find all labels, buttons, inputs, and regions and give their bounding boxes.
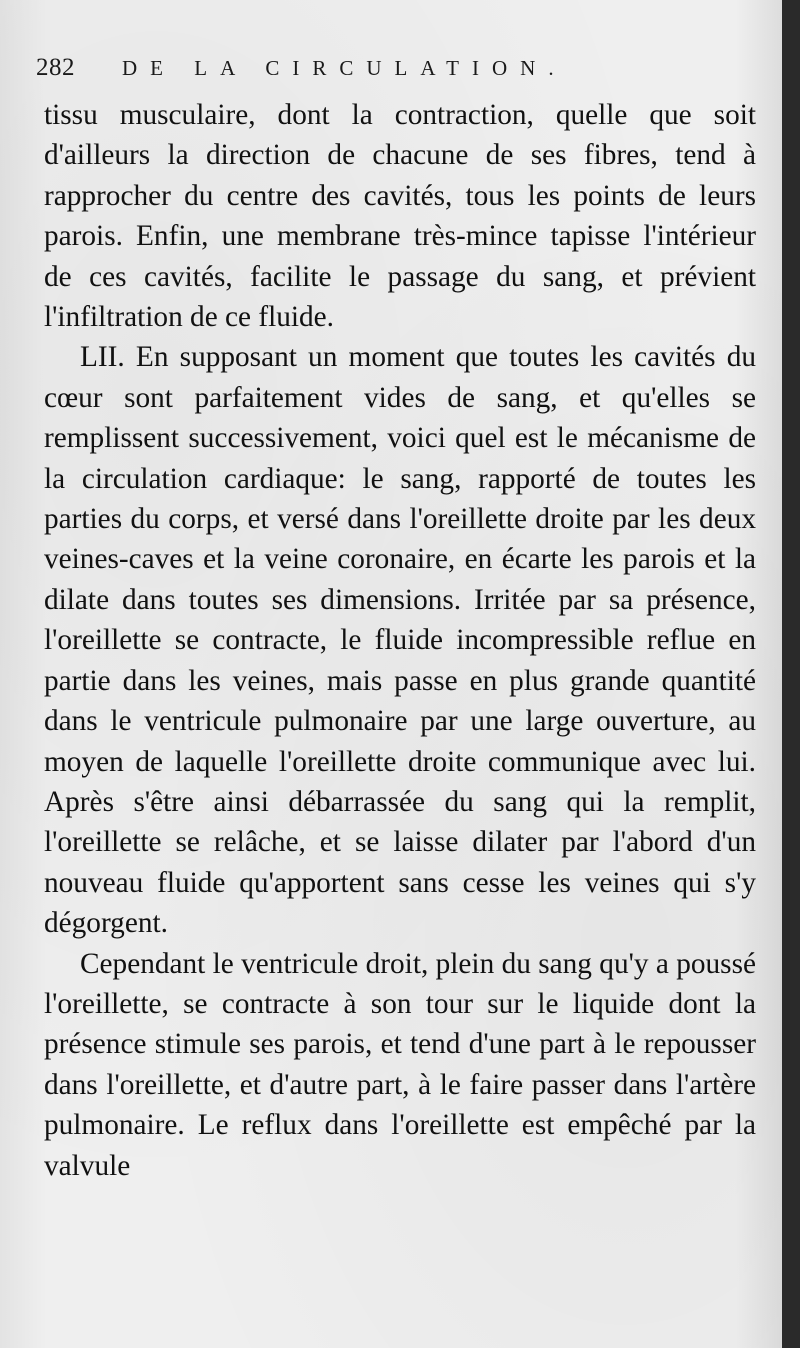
page-header bbox=[36, 46, 726, 90]
paragraph-continued: tissu musculaire, dont la contraction, quelle que soit d'ailleurs la direction de chacune de ses fibres, tend à rapprocher du centre des cavités, tous les points de leurs parois. Enfin, une membrane très-mince tapisse l'intérieur de ces cavités, facilite le passage du sang, et prévient l'infiltration de ce fluide. bbox=[44, 99, 756, 334]
paragraph-ventricule: Cependant le ventricule droit, plein du sang qu'y a poussé l'oreillette, se contracte à son tour sur le liquide dont la présence stimule ses parois, et tend d'une part à le repousser dans l'oreillette, et d'autre part, à le faire passer dans l'artère pulmonaire. Le reflux dans l'oreillette est empêché par la valvule bbox=[44, 947, 756, 1182]
paragraph-section-lii: LII. En supposant un moment que toutes les cavités du cœur sont parfaitement vides de sang, et qu'elles se remplissent successivement, voici quel est le mécanisme de la circulation cardiaque: le sang, rapporté de toutes les parties du corps, et versé dans l'oreillette droite par les deux veines-caves et la veine coronaire, en écarte les parois et la dilate dans toutes ses dimensions. Irritée par sa présence, l'oreillette se contracte, le fluide incompressible reflue en partie dans les veines, mais passe en plus grande quantité dans le ventricule pulmonaire par une large ouverture, au moyen de laquelle l'oreillette droite communique avec lui. Après s'être ainsi débarrassée du sang qui la remplit, l'oreillette se relâche, et se laisse dilater par l'abord d'un nouveau fluide qu'apportent sans cesse les veines qui s'y dégorgent. bbox=[44, 341, 756, 940]
page-number: 282 bbox=[36, 54, 75, 81]
running-title: DE LA CIRCULATION. bbox=[122, 56, 567, 80]
body-text bbox=[44, 95, 756, 1186]
scan-dark-edge bbox=[782, 0, 800, 1348]
